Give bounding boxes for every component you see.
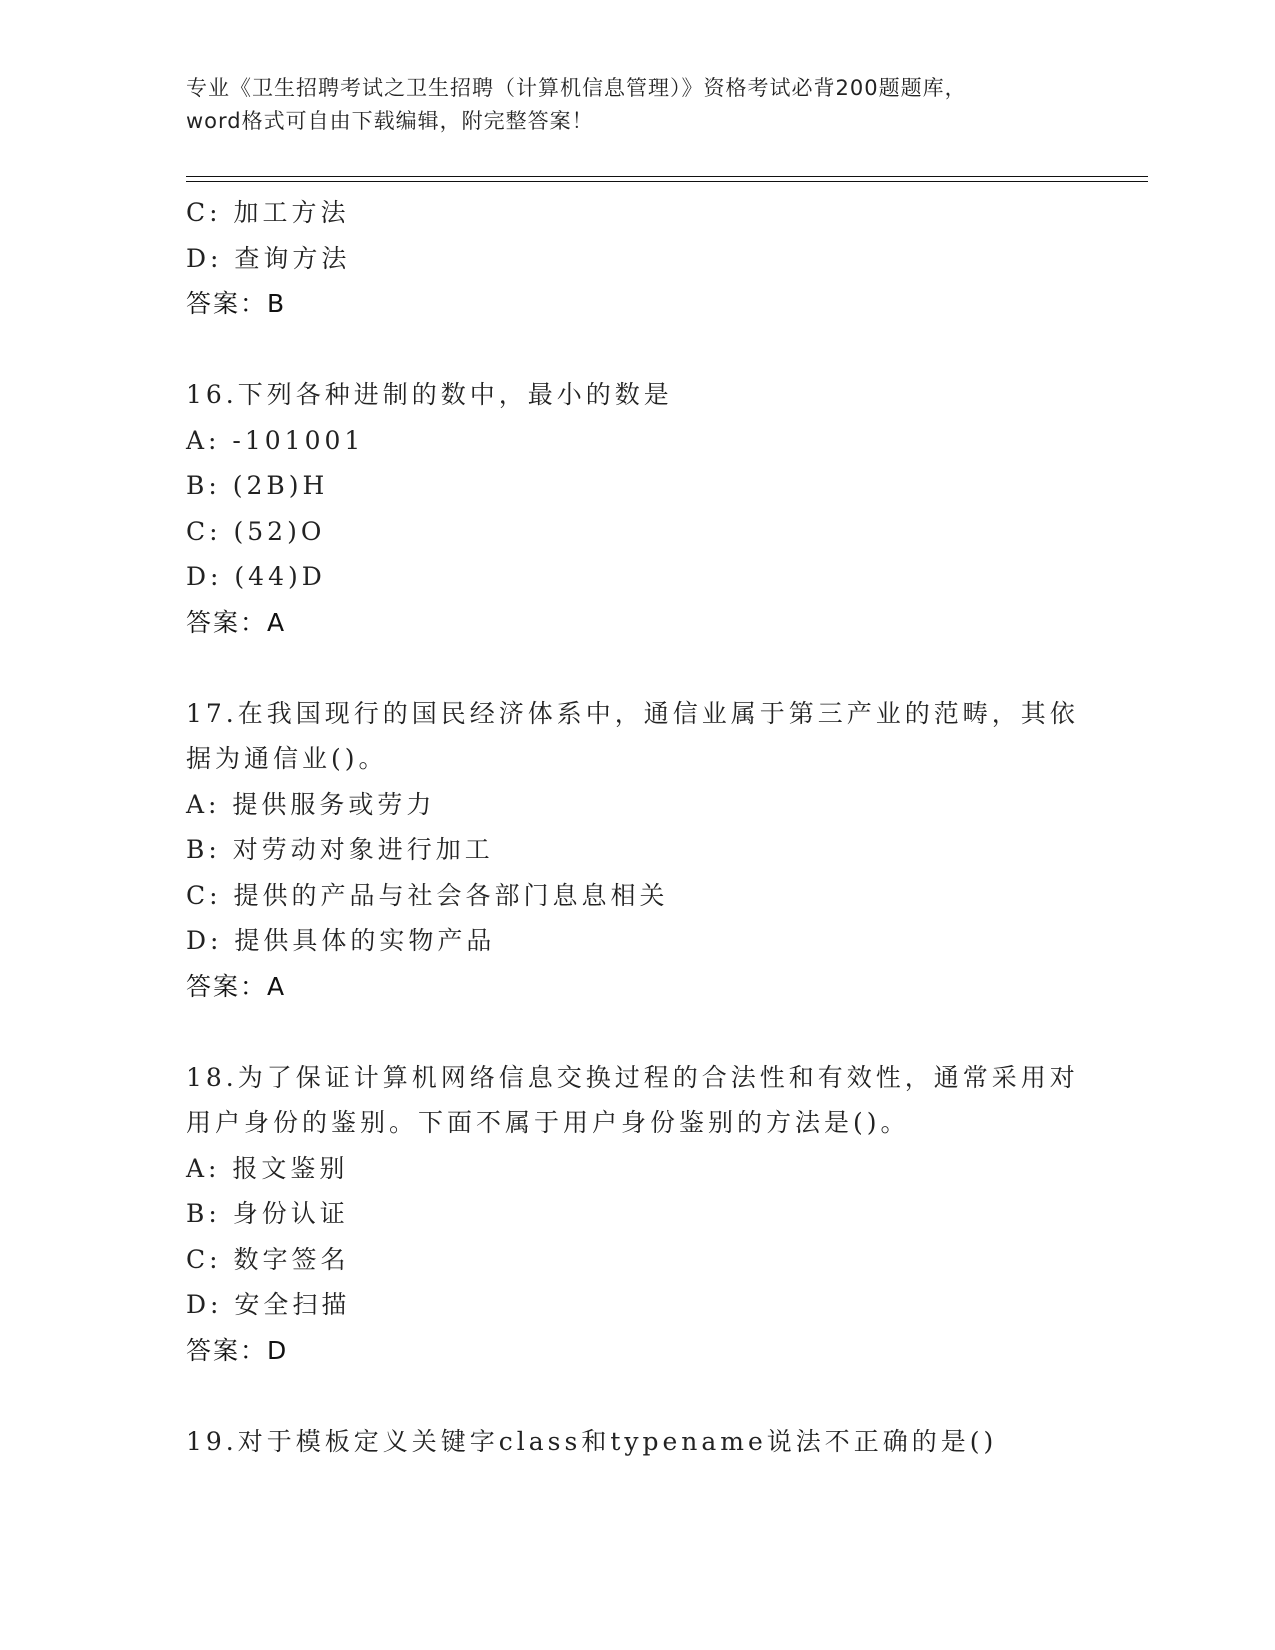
question-text-continued: 用户身份的鉴别。下面不属于用户身份鉴别的方法是()。: [186, 1108, 910, 1137]
option-d: D: 安全扫描: [186, 1290, 351, 1319]
option-b: B: 身份认证: [186, 1199, 349, 1228]
option-a: A: 提供服务或劳力: [186, 789, 436, 819]
option-d: D: 查询方法: [186, 243, 351, 273]
option-c: C: (52)O: [186, 516, 326, 546]
question-block-16: [186, 372, 1086, 645]
header-divider-bottom: [186, 181, 1148, 182]
option-c: C: 加工方法: [186, 198, 350, 227]
answer-line: 答案：B: [186, 289, 287, 318]
option-c: C: 提供的产品与社会各部门息息相关: [186, 880, 669, 910]
spacer: [186, 327, 1086, 373]
spacer: [186, 1373, 1086, 1419]
option-b: B: 对劳动对象进行加工: [186, 835, 494, 864]
header-divider-top: [186, 176, 1148, 177]
question-block-18: [186, 1055, 1086, 1374]
question-text: 17.在我国现行的国民经济体系中，通信业属于第三产业的范畴，其依: [186, 698, 1079, 728]
option-a: A: -101001: [186, 425, 365, 455]
option-b: B: (2B)H: [186, 471, 329, 500]
answer-line: 答案：A: [186, 607, 287, 637]
question-block-19: [186, 1419, 1086, 1465]
answer-line: 答案：D: [186, 1335, 289, 1365]
document-header: [186, 72, 1086, 138]
header-line-1: 专业《卫生招聘考试之卫生招聘（计算机信息管理）》资格考试必背200题题库，: [186, 76, 967, 100]
question-block-17: [186, 691, 1086, 1010]
option-c: C: 数字签名: [186, 1244, 350, 1274]
answer-line: 答案：A: [186, 971, 287, 1001]
option-d: D: (44)D: [186, 562, 326, 591]
option-d: D: 提供具体的实物产品: [186, 926, 496, 955]
question-block-15: [186, 190, 1086, 327]
spacer: [186, 1009, 1086, 1055]
question-content: [186, 190, 1086, 1464]
question-text: 18.为了保证计算机网络信息交换过程的合法性和有效性，通常采用对: [186, 1062, 1079, 1092]
header-line-2: word格式可自由下载编辑，附完整答案！: [186, 109, 594, 133]
spacer: [186, 645, 1086, 691]
option-a: A: 报文鉴别: [186, 1153, 349, 1183]
question-text-continued: 据为通信业()。: [186, 744, 388, 773]
question-text: 19.对于模板定义关键字class和typename说法不正确的是(): [186, 1426, 998, 1456]
question-text: 16.下列各种进制的数中，最小的数是: [186, 380, 673, 409]
